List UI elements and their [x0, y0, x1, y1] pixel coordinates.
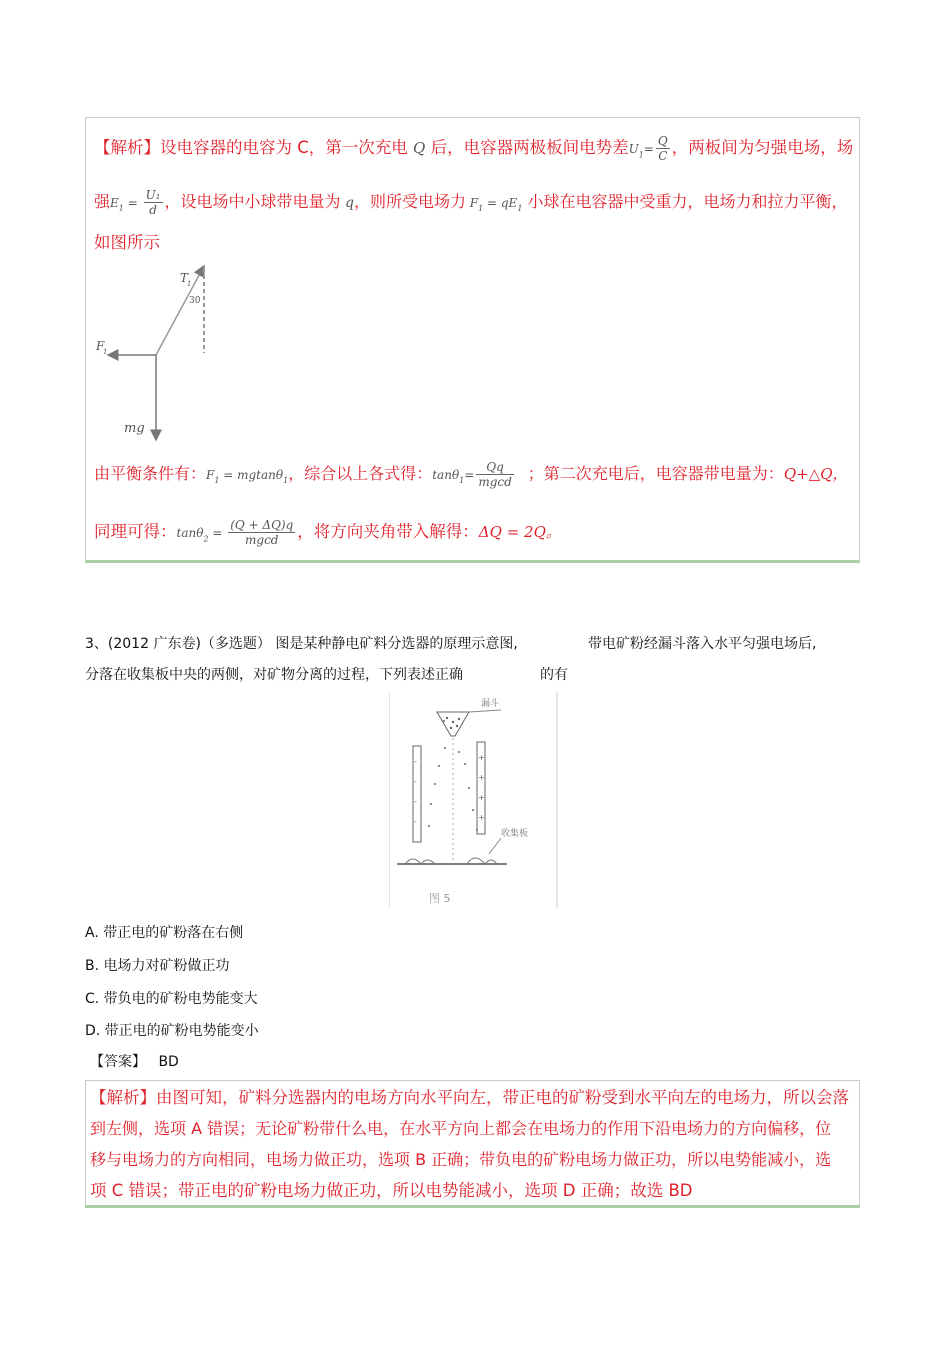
svg-text:-: -: [414, 757, 417, 766]
fraction-q-dq-over-mgcd: $\frac{(Q + \Delta Q)q}{mgcd}$: [230, 518, 294, 547]
option-b: B. 电场力对矿粉做正功: [85, 958, 230, 974]
option-d: D. 带正电的矿粉电势能变小: [85, 1023, 259, 1039]
svg-text:+: +: [478, 793, 485, 802]
tension-label: T: [180, 271, 189, 285]
svg-text:1: 1: [103, 348, 108, 356]
fraction-q-over-c: $\frac{Q}{C}$: [657, 134, 668, 163]
svg-text:-: -: [414, 817, 417, 826]
separator-figure: [389, 692, 559, 908]
analysis2-line-2: 到左侧，选项 A 错误；无论矿粉带什么电，在水平方向上都会在电场力的作用下沿电场力的方向偏移，位: [90, 1119, 832, 1138]
gravity-label: mg: [124, 421, 145, 436]
svg-text:+: +: [478, 753, 485, 762]
question-line-1b: 带电矿粉经漏斗落入水平匀强电场后,: [588, 636, 817, 652]
collector-label: 收集板: [501, 829, 529, 839]
question-line-1a: 3、(2012 广东卷)（多选题） 图是某种静电矿料分选器的原理示意图,: [85, 636, 518, 652]
analysis-line-4: 由平衡条件有：$F_1 = mgtan\theta_1$，综合以上各式得：tanθ$_1$= $\frac{Qq}{mgcd}$ ；第二次充电后，电容器带电量为：Q+△Q，: [94, 460, 848, 489]
answer-label: 【答案】: [90, 1054, 146, 1070]
analysis2-line-1: 【解析】由图可知，矿料分选器内的电场方向水平向左，带正电的矿粉受到水平向左的电场力，所以会落: [90, 1088, 849, 1107]
electric-force-label: F: [96, 339, 105, 353]
svg-text:+: +: [478, 773, 485, 782]
fraction-qq-over-mgcd: $\frac{Qq}{mgcd}$: [478, 460, 512, 489]
funnel-icon: [437, 712, 469, 736]
analysis-box-2: [85, 1080, 860, 1208]
question-line-2b: 的有: [540, 667, 568, 683]
analysis-line-5: 同理可得：tanθ$_2$ = $\frac{(Q + \Delta Q)q}{mgcd}$ ，将方向夹角带入解得：ΔQ = 2Q。: [94, 518, 561, 547]
fraction-u-over-d: $\frac{\text{U₁}}{d}$: [145, 188, 161, 217]
question-line-2a: 分落在收集板中央的两侧，对矿物分离的过程，下列表述正确: [85, 667, 463, 683]
svg-text:-: -: [414, 797, 417, 806]
analysis2-line-3: 移与电场力的方向相同，电场力做正功，选项 B 正确；带负电的矿粉电场力做正功，所以电势能减小，选: [90, 1150, 832, 1169]
funnel-label: 漏斗: [481, 699, 500, 709]
analysis-box-1: [85, 117, 860, 563]
analysis-line-1: 【解析】设电容器的电容为 C，第一次充电 Q 后，电容器两极板间电势差$U_1=$ $\frac{Q}{C}$ ，两板间为匀强电场，场: [94, 134, 854, 163]
answer-line: [90, 1051, 179, 1071]
figure-caption: 图 5: [429, 892, 451, 905]
force-diagram: [86, 258, 226, 448]
analysis2-tag: 【解析】: [90, 1088, 156, 1107]
analysis-line-2: 强$E_1$ = $\frac{\text{U₁}}{d}$ ，设电场中小球带电量为 q，则所受电场力 $F_1 = qE_1$ 小球在电容器中受重力，电场力和拉力平衡，: [94, 188, 848, 217]
analysis2-line-4: 项 C 错误；带正电的矿粉电场力做正功，所以电势能减小，选项 D 正确；故选 BD: [90, 1181, 693, 1200]
option-c: C. 带负电的矿粉电势能变大: [85, 991, 258, 1007]
analysis-line-3: 如图所示: [94, 233, 160, 252]
angle-label: 30: [189, 296, 201, 306]
analysis-tag: 【解析】: [94, 138, 160, 157]
svg-text:+: +: [478, 813, 485, 822]
svg-text:1: 1: [187, 280, 192, 288]
option-a: A. 带正电的矿粉落在右侧: [85, 925, 244, 941]
svg-text:-: -: [414, 777, 417, 786]
answer-value: BD: [158, 1054, 179, 1070]
